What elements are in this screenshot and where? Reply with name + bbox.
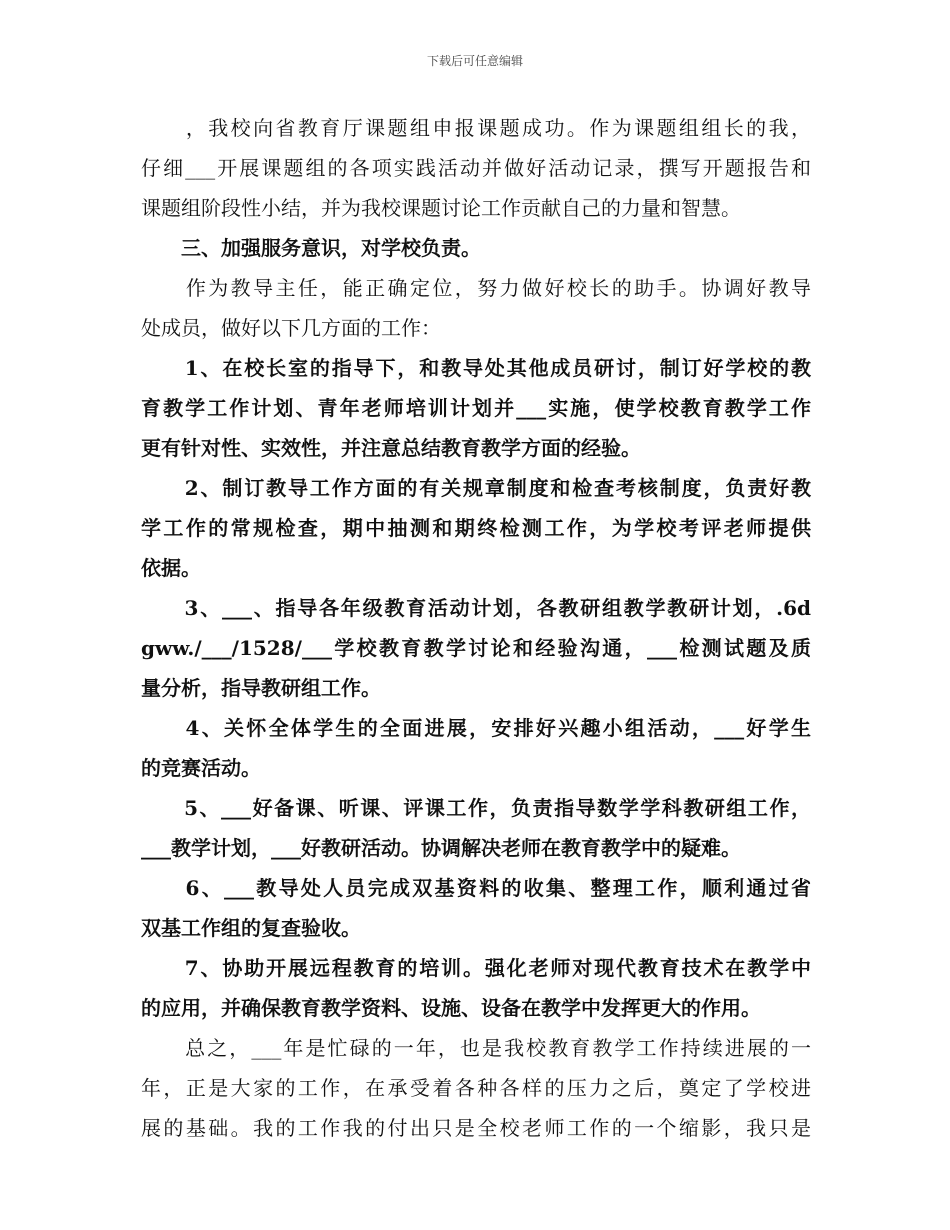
- text-line: 的应用，并确保教育教学资料、设施、设备在教学中发挥更大的作用。: [141, 996, 761, 1020]
- text-line: 作为教导主任，能正确定位，努力做好校长的助手。协调好教导: [141, 276, 811, 300]
- text-line: 仔细___开展课题组的各项实践活动并做好活动记录，撰写开题报告和: [141, 156, 811, 180]
- text-line: 6、___教导处人员完成双基资料的收集、整理工作，顺利通过省: [141, 876, 811, 900]
- text-line: 4、关怀全体学生的全面进展，安排好兴趣小组活动，___好学生: [141, 716, 811, 740]
- text-line: 展的基础。我的工作我的付出只是全校老师工作的一个缩影，我只是: [141, 1116, 811, 1140]
- text-line: 更有针对性、实效性，并注意总结教育教学方面的经验。: [141, 436, 641, 460]
- text-line: ，我校向省教育厅课题组申报课题成功。作为课题组组长的我，: [141, 116, 811, 140]
- text-line: 年，正是大家的工作，在承受着各种各样的压力之后，奠定了学校进: [141, 1076, 811, 1100]
- text-line: 总之，___年是忙碌的一年，也是我校教育教学工作持续进展的一: [141, 1036, 811, 1060]
- text-line: 7、协助开展远程教育的培训。强化老师对现代教育技术在教学中: [141, 956, 811, 980]
- text-line: 2、制订教导工作方面的有关规章制度和检查考核制度，负责好教: [141, 476, 811, 500]
- text-line: 学工作的常规检查，期中抽测和期终检测工作，为学校考评老师提供: [141, 516, 811, 540]
- text-line: 双基工作组的复查验收。: [141, 916, 361, 940]
- text-line: gww./___/1528/___学校教育教学讨论和经验沟通，___检测试题及质: [141, 636, 811, 660]
- text-line: 育教学工作计划、青年老师培训计划并___实施，使学校教育教学工作: [141, 396, 811, 420]
- text-line: 量分析，指导教研组工作。: [141, 676, 381, 700]
- document-body: [141, 108, 811, 1148]
- page-header: 下载后可任意编辑: [426, 54, 523, 68]
- text-line: 三、加强服务意识，对学校负责。: [141, 236, 481, 260]
- text-line: 的竞赛活动。: [141, 756, 261, 780]
- text-line: 5、___好备课、听课、评课工作，负责指导数学学科教研组工作，: [141, 796, 811, 820]
- text-line: 1、在校长室的指导下，和教导处其他成员研讨，制订好学校的教: [141, 356, 811, 380]
- text-line: 依据。: [141, 556, 201, 580]
- text-line: 处成员，做好以下几方面的工作：: [141, 316, 441, 340]
- text-line: 3、___、指导各年级教育活动计划，各教研组教学教研计划，.6d: [141, 596, 811, 620]
- text-line: ___教学计划，___好教研活动。协调解决老师在教育教学中的疑难。: [141, 836, 741, 860]
- text-line: 课题组阶段性小结，并为我校课题讨论工作贡献自己的力量和智慧。: [141, 196, 741, 220]
